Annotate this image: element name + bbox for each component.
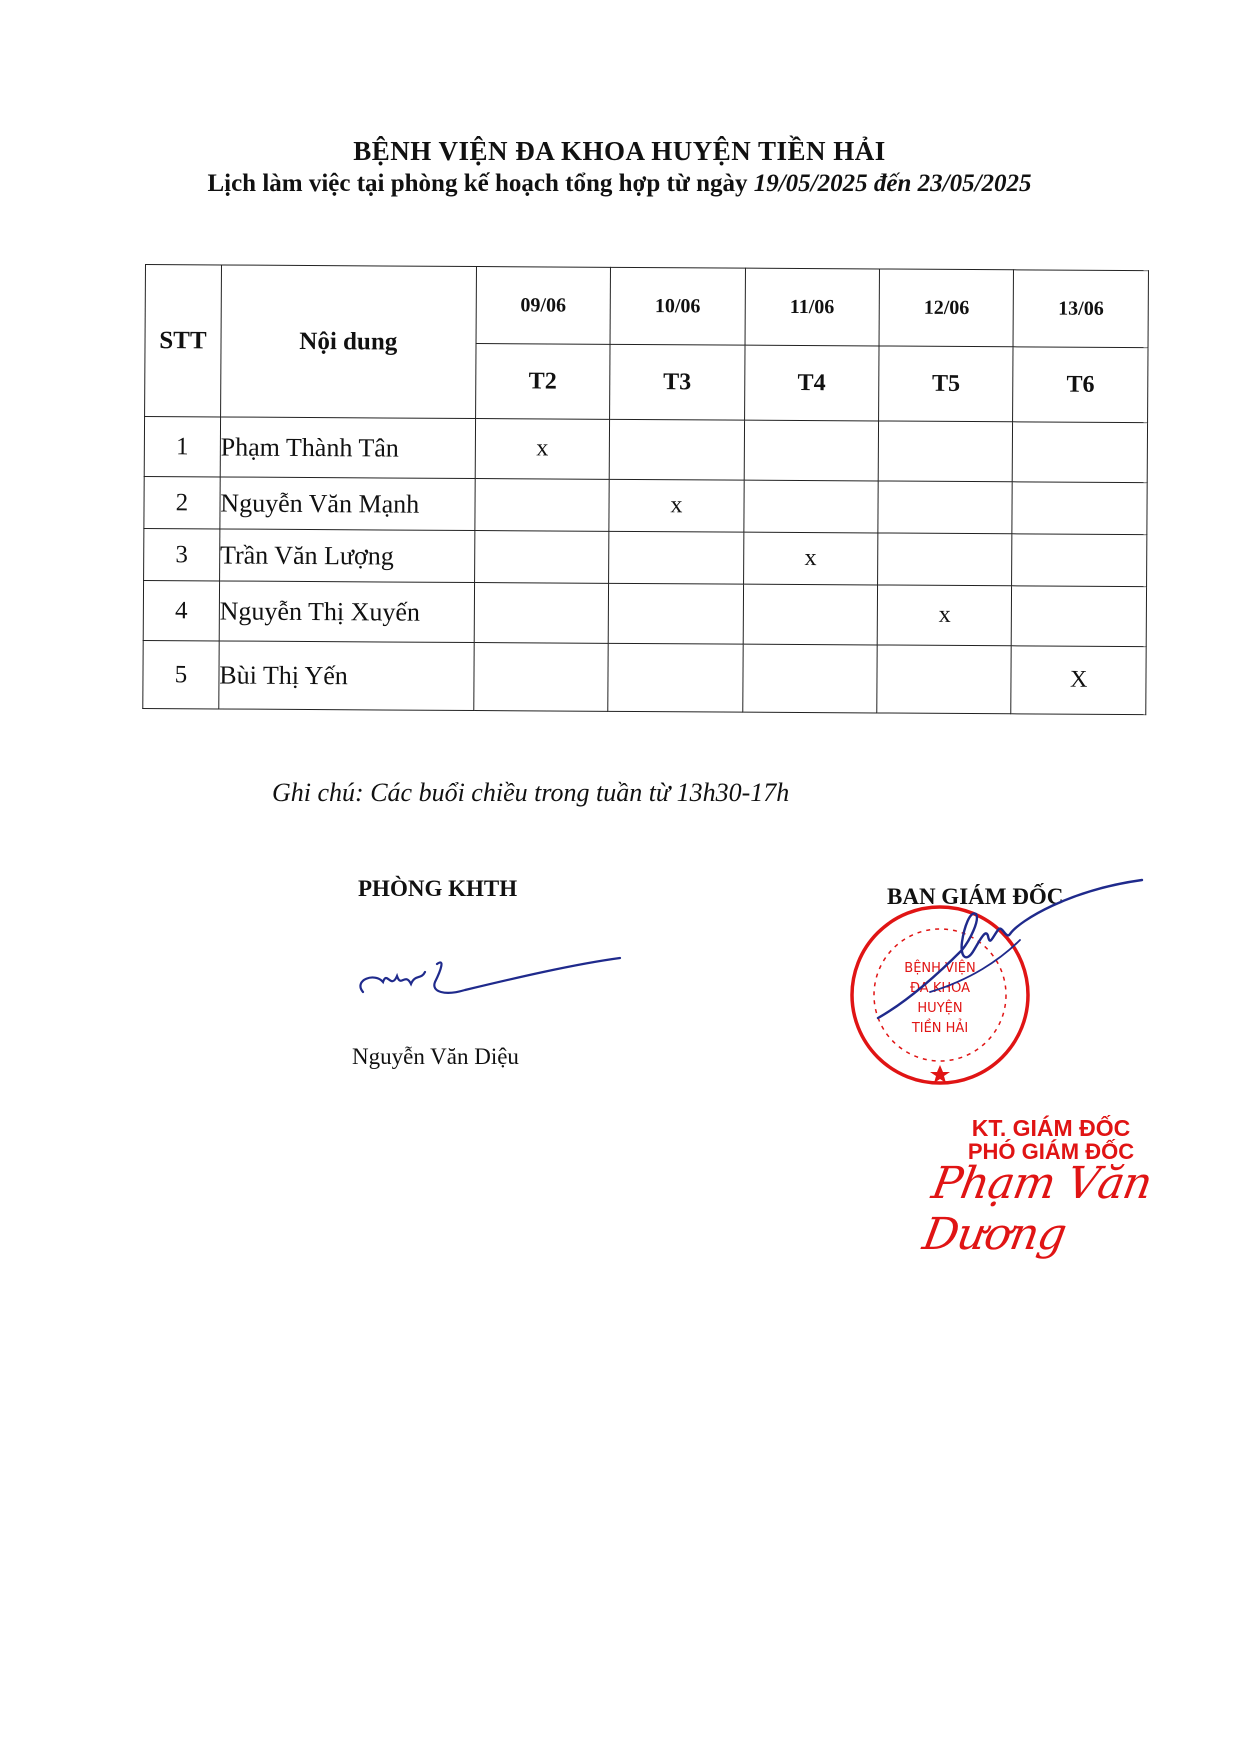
deputy-director-name: Phạm Văn Dương (919, 1158, 1156, 1260)
stamp-star-icon (930, 1065, 950, 1083)
row-mark (878, 421, 1013, 482)
header-date: 12/06 (879, 269, 1014, 347)
row-stt: 3 (144, 528, 220, 580)
kt-label: KT. GIÁM ĐỐC (971, 1115, 1131, 1141)
row-mark (1012, 586, 1147, 647)
row-mark (878, 533, 1013, 586)
table-row (144, 417, 1147, 483)
row-name: Phạm Thành Tân (220, 417, 475, 479)
hospital-title: BỆNH VIỆN ĐA KHOA HUYỆN TIỀN HẢI (353, 136, 886, 166)
table-row (144, 528, 1147, 586)
row-mark (743, 480, 878, 533)
right-signature-title: BAN GIÁM ĐỐC (887, 884, 1064, 909)
stamp-text-line: ĐA KHOA (909, 981, 971, 996)
row-stt: 2 (144, 476, 220, 528)
row-mark: x (475, 419, 610, 480)
left-signature-scribble (345, 950, 625, 1010)
row-mark (608, 643, 743, 712)
row-stt: 5 (143, 640, 219, 708)
row-name: Trần Văn Lượng (219, 529, 474, 583)
row-mark (1012, 534, 1147, 587)
stamp-text-line: HUYỆN (917, 1001, 963, 1016)
left-signer-name: Nguyễn Văn Diệu (352, 1044, 519, 1069)
header-date: 09/06 (476, 267, 611, 345)
header-day: T5 (879, 346, 1014, 422)
header-day: T6 (1013, 347, 1148, 423)
right-signature-scribble (870, 880, 1150, 1030)
row-mark: x (743, 532, 878, 585)
header-content: Nội dung (220, 265, 476, 419)
row-mark (474, 531, 609, 584)
row-mark (743, 584, 878, 645)
header-date: 13/06 (1013, 270, 1148, 348)
header-stt: STT (145, 265, 222, 417)
row-mark (475, 479, 610, 532)
row-name: Nguyễn Thị Xuyến (219, 581, 474, 643)
table-row (143, 640, 1146, 714)
row-mark (608, 583, 743, 644)
row-mark (609, 531, 744, 584)
header-date: 10/06 (610, 267, 745, 345)
deputy-director-block (936, 1116, 1166, 1164)
row-stt: 4 (143, 580, 219, 640)
stamp-text-line: TIỀN HẢI (911, 1021, 969, 1036)
row-mark: x (609, 479, 744, 532)
table-row (144, 476, 1147, 534)
row-mark (1012, 482, 1147, 535)
schedule-subtitle (0, 170, 1239, 198)
row-mark (877, 645, 1012, 714)
row-mark: X (1011, 646, 1146, 715)
subtitle-prefix: Lịch làm việc tại phòng kế hoạch tổng hợp từ ngày (207, 170, 748, 197)
row-mark (474, 583, 609, 644)
row-name: Bùi Thị Yến (219, 641, 474, 711)
stamp-text-line: BỆNH VIỆN (904, 961, 976, 976)
header-date: 11/06 (745, 268, 880, 346)
schedule-table (142, 264, 1149, 715)
header-day: T4 (744, 345, 879, 421)
row-mark: x (877, 585, 1012, 646)
row-mark (474, 643, 609, 712)
row-mark (1013, 422, 1148, 483)
left-signature-title: PHÒNG KHTH (358, 876, 518, 901)
row-name: Nguyễn Văn Mạnh (220, 477, 475, 531)
header-day: T3 (610, 344, 745, 420)
subtitle-dates: 19/05/2025 đến 23/05/2025 (753, 170, 1032, 197)
note-text: Ghi chú: Các buổi chiều trong tuần từ 13h30-17h (272, 778, 790, 807)
row-mark (878, 481, 1013, 534)
table-row (143, 580, 1146, 646)
deputy-role: PHÓ GIÁM ĐỐC (967, 1139, 1135, 1164)
row-mark (609, 419, 744, 480)
row-stt: 1 (144, 417, 220, 477)
row-mark (744, 420, 879, 481)
header-day: T2 (475, 344, 610, 420)
row-mark (742, 644, 877, 713)
